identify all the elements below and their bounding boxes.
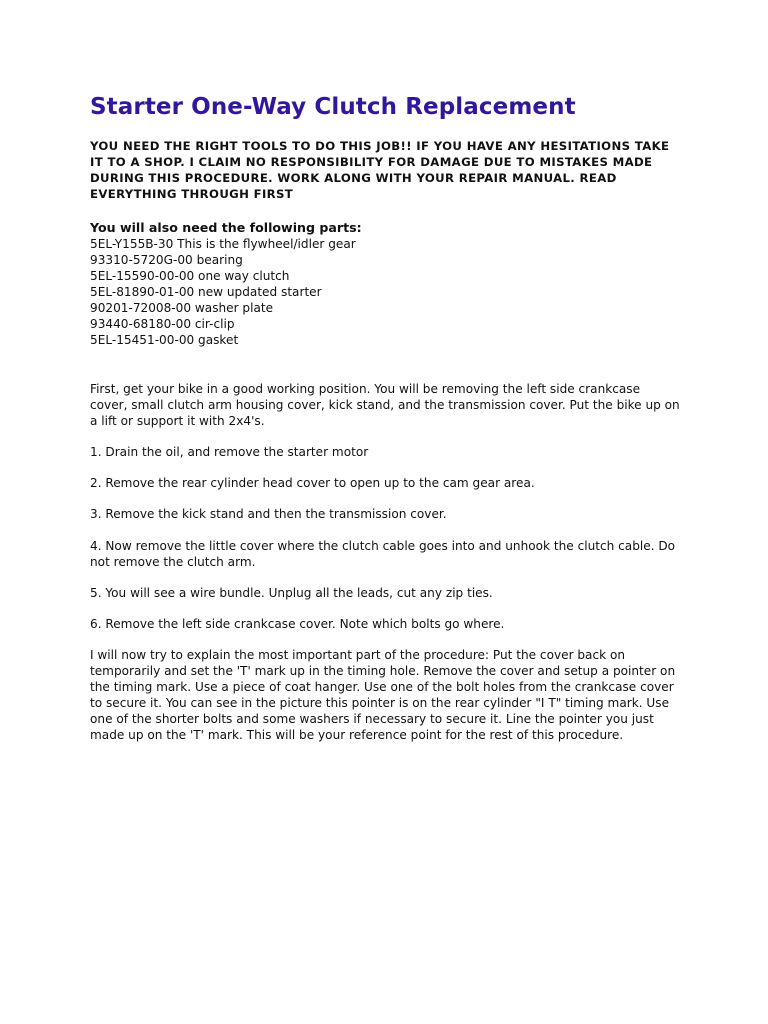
part-item: 5EL-15590-00-00 one way clutch <box>90 269 290 283</box>
step-5: 5. You will see a wire bundle. Unplug all the leads, cut any zip ties. <box>90 585 493 600</box>
parts-list <box>90 236 690 348</box>
parts-heading: You will also need the following parts: <box>90 220 362 235</box>
step-1: 1. Drain the oil, and remove the starter motor <box>90 445 369 460</box>
document-page <box>90 92 690 744</box>
part-item: 5EL-81890-01-00 new updated starter <box>90 285 322 299</box>
explanation-paragraph: I will now try to explain the most important part of the procedure: Put the cover back on temporarily and set the 'T' mark up in the timing hole. Remove the cover and setup a pointer on the timing mark. Use a piece of coat hanger. Use one of the bolt holes from the crankcase cover to secure it. You can see in the picture this pointer is on the rear cylinder "I T" timing mark. Use one of the shorter bolts and some washers if necessary to secure it. Line the pointer you just made up on the 'T' mark. This will be your reference point for the rest of this procedure. <box>90 647 676 743</box>
part-item: 93440-68180-00 cir-clip <box>90 317 235 331</box>
part-item: 5EL-Y155B-30 This is the flywheel/idler gear <box>90 237 356 251</box>
step-6: 6. Remove the left side crankcase cover. Note which bolts go where. <box>90 616 505 631</box>
intro-paragraph: First, get your bike in a good working position. You will be removing the left side crankcase cover, small clutch arm housing cover, kick stand, and the transmission cover. Put the bike up on a lift or support it with 2x4's. <box>90 382 680 429</box>
page-title: Starter One-Way Clutch Replacement <box>90 94 576 120</box>
part-item: 90201-72008-00 washer plate <box>90 301 274 315</box>
step-3: 3. Remove the kick stand and then the transmission cover. <box>90 507 447 522</box>
step-4: 4. Now remove the little cover where the clutch cable goes into and unhook the clutch cable. Do not remove the clutch arm. <box>90 538 676 569</box>
part-item: 93310-5720G-00 bearing <box>90 253 243 267</box>
warning-text: YOU NEED THE RIGHT TOOLS TO DO THIS JOB!! IF YOU HAVE ANY HESITATIONS TAKE IT TO A SHOP. I CLAIM NO RESPONSIBILITY FOR DAMAGE DUE TO MISTAKES MADE DURING THIS PROCEDURE. WORK ALONG WITH YOUR REPAIR MANUAL. READ EVERYTHING THROUGH FIRST <box>90 139 670 201</box>
step-2: 2. Remove the rear cylinder head cover to open up to the cam gear area. <box>90 476 535 491</box>
part-item: 5EL-15451-00-00 gasket <box>90 333 239 347</box>
